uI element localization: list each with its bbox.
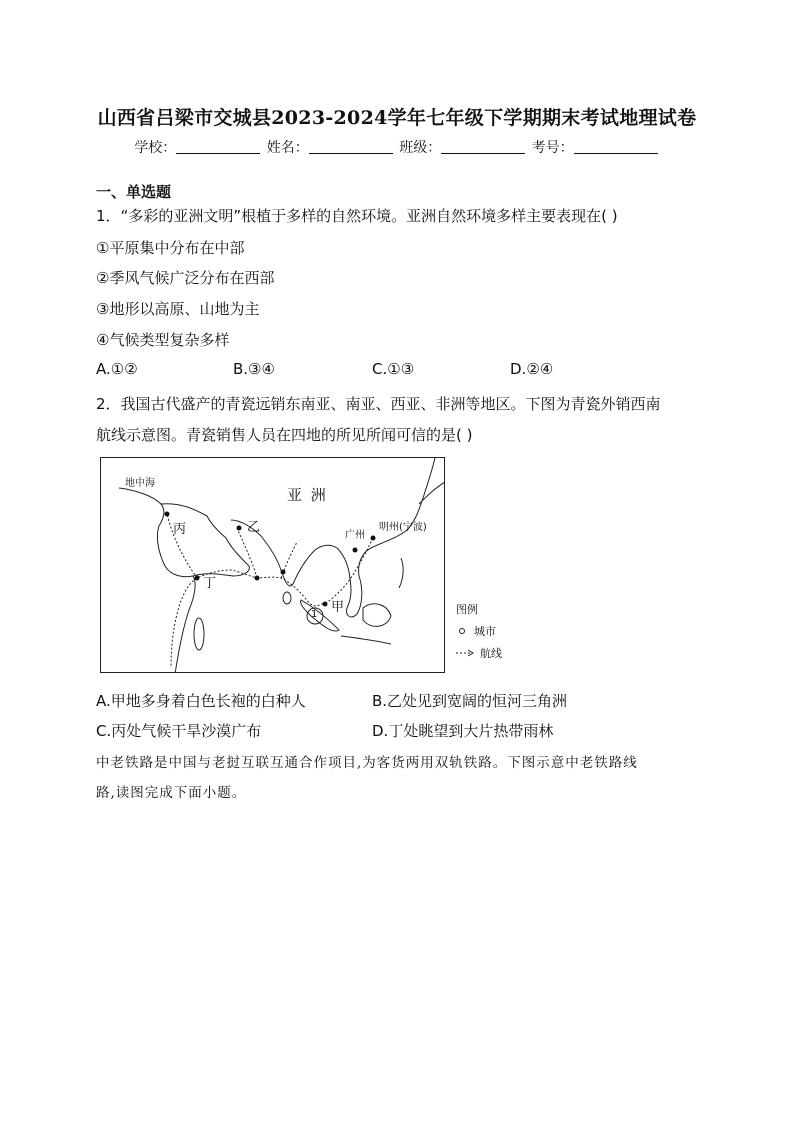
legend-title: 图例 [456, 603, 478, 616]
label-mingzhou: 明州(宁波) [379, 522, 427, 533]
label-yi: 乙 [247, 520, 261, 535]
q1-item-3: ③地形以高原、山地为主 [96, 300, 260, 318]
island-philippines [399, 558, 403, 588]
q2-option-d: D.丁处眺望到大片热带雨林 [372, 722, 554, 740]
q1-stem: 1．“多彩的亚洲文明”根植于多样的自然环境。亚洲自然环境多样主要表现在( ) [96, 207, 618, 225]
route-persian-gulf [237, 528, 257, 578]
island-borneo [363, 604, 391, 627]
exam-title: 山西省吕梁市交城县2023-2024学年七年级下学期期末考试地理试卷 [97, 107, 697, 129]
city-dot-aden [255, 576, 260, 581]
city-dot-guangzhou [353, 548, 358, 553]
name-label: 姓名： [266, 140, 309, 156]
q2-option-c: C.丙处气候干旱沙漠广布 [96, 722, 262, 740]
island-java [341, 636, 391, 644]
city-dot-yi [237, 526, 242, 531]
q1-item-4: ④气候类型复杂多样 [96, 331, 230, 349]
school-blank [176, 139, 260, 154]
label-bing: 丙 [173, 522, 187, 537]
student-info-row [0, 137, 794, 157]
class-blank [441, 139, 525, 154]
class-label: 班级： [399, 140, 442, 156]
q2-option-a: A.甲地多身着白色长袍的白种人 [96, 692, 306, 710]
legend-route-icon [456, 648, 474, 658]
trade-route-map [100, 457, 445, 673]
city-dot-india [281, 570, 286, 575]
note-line1: 中老铁路是中国与老挝互联互通合作项目,为客货两用双轨铁路。下图示意中老铁路线 [96, 755, 638, 771]
city-dot-mingzhou [371, 536, 376, 541]
label-guangzhou: 广州 [345, 530, 365, 541]
legend-city-label: 城市 [474, 625, 496, 638]
q2-stem-line1: 2．我国古代盛产的青瓷远销东南亚、南亚、西亚、非洲等地区。下图为青瓷外销西南 [96, 395, 661, 413]
map-drawing [101, 458, 445, 673]
school-label: 学校： [134, 140, 177, 156]
q1-option-a: A.①② [96, 360, 138, 378]
legend-route-row [456, 645, 502, 661]
city-dot-bing [165, 512, 170, 517]
label-ding: 丁 [203, 576, 217, 591]
note-line2: 路,读图完成下面小题。 [96, 785, 247, 801]
legend-city-row [456, 623, 502, 639]
map-legend [456, 601, 502, 661]
q1-option-b: B.③④ [233, 360, 275, 378]
section-heading: 一、单选题 [96, 183, 172, 201]
island-japan [419, 482, 445, 504]
coastline-africa [119, 488, 195, 673]
legend-city-icon [456, 626, 468, 636]
label-jia: 甲 [331, 600, 345, 615]
q1-option-d: D.②④ [510, 360, 554, 378]
q2-stem-line2: 航线示意图。青瓷销售人员在四地的所见所闻可信的是( ) [96, 426, 473, 444]
q1-item-1: ①平原集中分布在中部 [96, 239, 245, 257]
coastline-arabia [161, 504, 249, 576]
exam-number-label: 考号： [531, 140, 574, 156]
name-blank [309, 139, 393, 154]
island-sri-lanka [283, 592, 291, 604]
island-madagascar [194, 618, 204, 650]
exam-number-blank [574, 139, 658, 154]
q1-item-2: ②季风气候广泛分布在西部 [96, 269, 275, 287]
legend-route-label: 航线 [480, 647, 502, 660]
q2-option-b: B.乙处见到宽阔的恒河三角洲 [372, 692, 568, 710]
label-marker-1: 1 [311, 609, 318, 620]
city-dot-jia [323, 602, 328, 607]
city-dot-ding [195, 576, 200, 581]
q1-option-c: C.①③ [372, 360, 415, 378]
label-asia: 亚 洲 [287, 486, 328, 504]
label-mediterranean: 地中海 [125, 478, 155, 489]
